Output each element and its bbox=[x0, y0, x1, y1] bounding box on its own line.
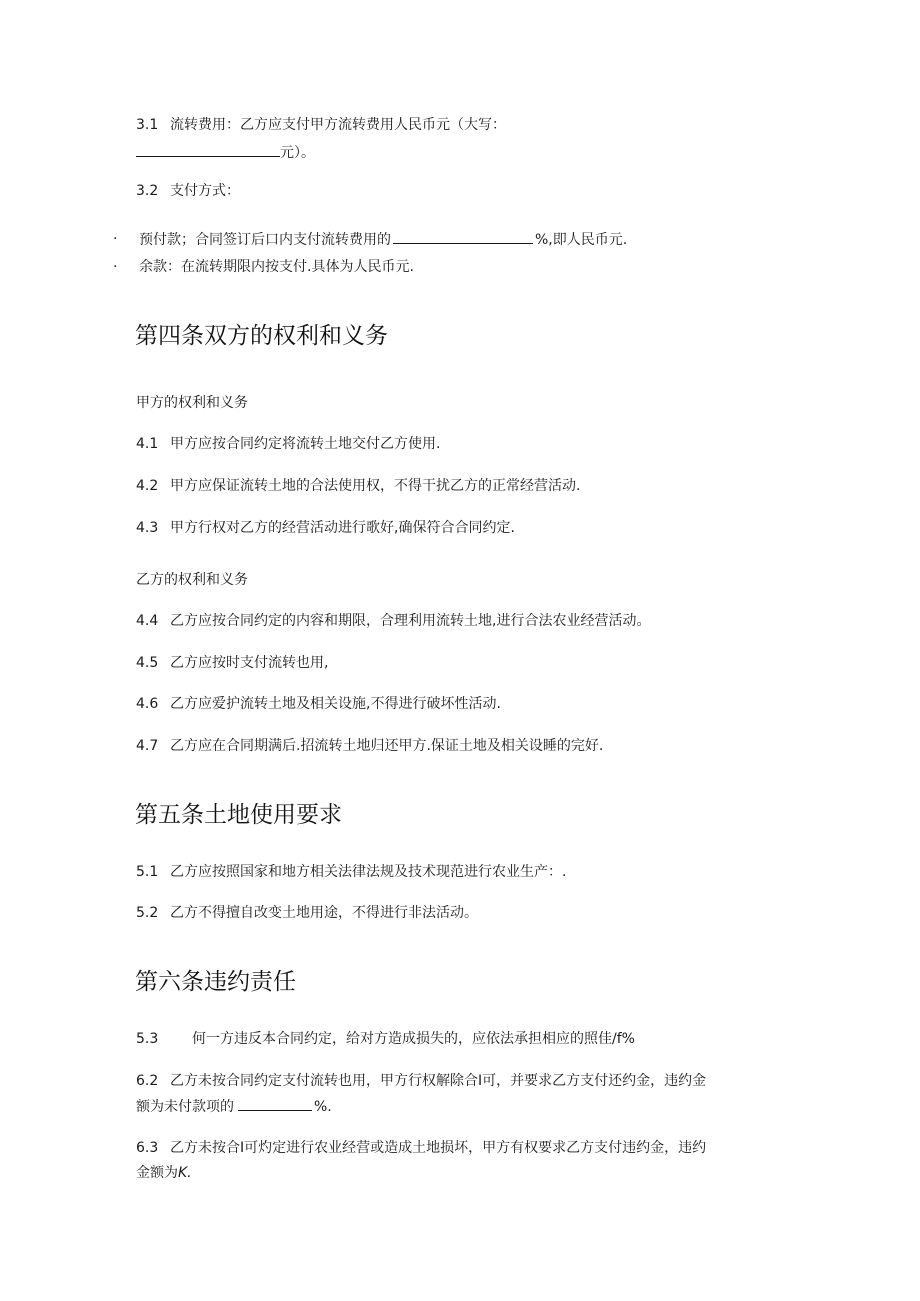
clause-5-1 bbox=[136, 863, 566, 881]
clause-text: 乙方未按合同约定支付流转也用，甲方行权解除合I可，并要求乙方支付还约金，违约金 bbox=[170, 1073, 707, 1089]
clause-text: 乙方应按合同约定的内容和期限，合理利用流转土地,进行合法农业经营活动。 bbox=[170, 613, 651, 629]
clause-text: 元）。 bbox=[280, 145, 315, 161]
clause-text: 乙方应按时支付流转也用, bbox=[170, 655, 329, 671]
clause-text: 流转费用：乙方应支付甲方流转费用人民币元（大写： bbox=[170, 117, 506, 133]
clause-4-2 bbox=[136, 477, 580, 495]
clause-number: 6.3 bbox=[136, 1140, 159, 1156]
clause-text: 甲方行权对乙方的经营活动进行歌好,确保符合合同约定. bbox=[170, 520, 515, 536]
clause-3-1 bbox=[136, 116, 506, 134]
clause-number: 4.3 bbox=[136, 520, 159, 536]
blank-percent-field bbox=[238, 1097, 312, 1111]
bullet-marker: · bbox=[113, 259, 118, 275]
clause-number: 4.7 bbox=[136, 738, 159, 754]
bullet-item-prepayment bbox=[139, 230, 627, 249]
clause-number: 3.1 bbox=[136, 117, 159, 133]
clause-number: 4.5 bbox=[136, 655, 159, 671]
clause-number: 6.2 bbox=[136, 1073, 159, 1089]
clause-text: 支付方式： bbox=[170, 183, 240, 199]
clause-text: 乙方未按合I可灼定进行农业经营或造成土地损坏，甲方有权要求乙方支付违约金，违约 bbox=[170, 1140, 707, 1156]
section-heading-5: 第五条土地使用要求 bbox=[135, 802, 342, 828]
subheading-party-b: 乙方的权利和义务 bbox=[136, 572, 248, 588]
section-heading-4: 第四条双方的权利和义务 bbox=[135, 323, 388, 349]
blank-amount-field bbox=[136, 143, 280, 157]
clause-4-3 bbox=[136, 519, 515, 537]
bullet-text: 预付款；合同签订后口内支付流转费用的 bbox=[139, 232, 391, 248]
clause-text: 甲方应保证流转土地的合法使用权，不得干扰乙方的正常经营活动. bbox=[170, 478, 581, 494]
clause-6-3-continuation bbox=[136, 1164, 192, 1182]
bullet-marker: · bbox=[113, 231, 118, 247]
clause-text: 何一方违反本合同约定，给对方造成损失的，应依法承担相应的照佳/f% bbox=[192, 1031, 635, 1047]
clause-5-3 bbox=[136, 1030, 635, 1048]
clause-number: 5.2 bbox=[136, 905, 159, 921]
clause-number: 4.1 bbox=[136, 436, 159, 452]
clause-4-6 bbox=[136, 695, 501, 713]
clause-6-2 bbox=[136, 1072, 706, 1090]
clause-4-1 bbox=[136, 435, 440, 453]
clause-number: 4.6 bbox=[136, 696, 159, 712]
clause-3-2 bbox=[136, 182, 240, 200]
clause-3-1-continuation bbox=[136, 143, 315, 162]
clause-5-2 bbox=[136, 904, 478, 922]
bullet-text: %,即人民币元. bbox=[535, 232, 628, 248]
clause-text: 乙方不得擅自改变土地用途，不得进行非法活动。 bbox=[170, 905, 478, 921]
clause-text: %. bbox=[314, 1099, 332, 1115]
section-heading-6: 第六条违约责任 bbox=[135, 969, 296, 995]
subheading-party-a: 甲方的权利和义务 bbox=[136, 395, 248, 411]
blank-percent-field bbox=[393, 230, 533, 244]
bullet-item-balance: 余款：在流转期限内按支付.具体为人民币元. bbox=[139, 259, 414, 275]
clause-6-3 bbox=[136, 1139, 706, 1157]
clause-number: 4.4 bbox=[136, 613, 159, 629]
clause-number: 5.1 bbox=[136, 864, 159, 880]
clause-4-4 bbox=[136, 612, 650, 630]
clause-text: 乙方应按照国家和地方相关法律法规及技术现范进行农业生产：. bbox=[170, 864, 567, 880]
clause-number: 4.2 bbox=[136, 478, 159, 494]
clause-6-2-continuation bbox=[136, 1097, 332, 1116]
clause-text: 乙方应在合同期满后.招流转土地归还甲方.保证土地及相关设睡的完好. bbox=[170, 738, 604, 754]
clause-number: 3.2 bbox=[136, 183, 159, 199]
clause-text: 甲方应按合同约定将流转土地交付乙方使用. bbox=[170, 436, 441, 452]
clause-number: 5.3 bbox=[136, 1031, 159, 1047]
clause-text: 额为未付款项的 bbox=[136, 1099, 234, 1115]
clause-4-7 bbox=[136, 737, 603, 755]
clause-text-italic: K. bbox=[178, 1165, 192, 1181]
clause-4-5 bbox=[136, 654, 328, 672]
clause-text: 乙方应爱护流转土地及相关设施,不得进行破坏性活动. bbox=[170, 696, 501, 712]
clause-text: 金额为 bbox=[136, 1165, 178, 1181]
